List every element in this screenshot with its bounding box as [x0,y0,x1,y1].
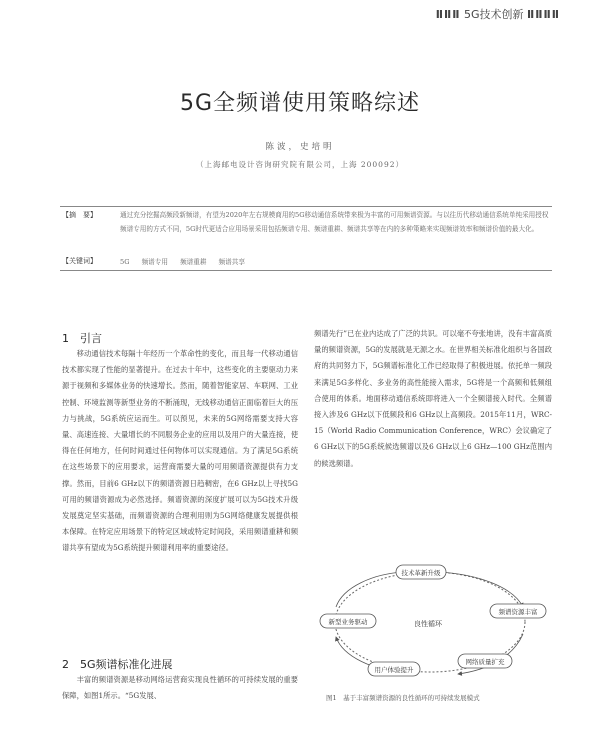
abstract-text: 通过充分挖掘高频段新频谱，有望为2020年左右规模商用的5G移动通信系统带来极为丰富的可用频谱资源。与以往历代移动通信系统单纯采用授权频谱专用的方式不同，5G时代更适合应用场景采用包括频谱专用、频谱重耕、频谱共享等在内的多种策略来实现频谱效率和频谱价值的最大化。 [120,211,549,233]
cycle-center-label: 良性循环 [414,620,442,628]
keyword-item: 频谱重耕 [180,258,207,266]
node-label: 技术革新升级 [401,569,441,577]
node-label: 网络质量扩充 [465,658,505,666]
paper-affiliation: （上海邮电设计咨询研究院有限公司，上海 200092） [195,160,404,169]
header-bars-left: ⅡⅡⅡ [435,8,461,21]
keyword-item: 5G [120,258,130,266]
keywords-list [120,256,245,266]
running-header [436,6,560,22]
keywords-label: 【关键词】 [62,257,97,265]
cycle-arrow [438,572,523,607]
figure-1-cycle-diagram [318,562,553,687]
cycle-node-new-services [320,614,376,628]
section-1-heading: 1 引言 [62,332,102,345]
figure-1-caption: 图1 基于丰富频谱资源的良性循环的可持续发展模式 [326,694,480,702]
section-1-body [62,346,298,557]
abstract-label: 【摘 要】 [62,211,97,219]
paper-title: 5G全频谱使用策略综述 [179,91,421,116]
cycle-node-spectrum-rich [490,604,546,618]
keyword-item: 频谱专用 [141,258,168,266]
cycle-node-tech-upgrade [396,565,446,579]
abstract-bottom-rule [60,270,552,271]
abstract-top-rule [60,206,552,207]
section-1-paragraph: 移动通信技术每隔十年经历一个革命性的变化，而且每一代移动通信技术都实现了性能的显著提升。在过去十年中，这些变化的主要驱动力来源于视频和多媒体业务的快速增长。然而，随着智能家居、车联网、工业控制、环境监测等新型业务的不断涌现，无线移动通信正面临着巨大的压力与挑战，5G系统应运而生。可以预见，未来的5G网络需要支持大容量、高速连接、大量增长的不同服务企业的应用以及用户的大量连接，使得在任何地方，任何时间通过任何物体可以实现通信。为了满足5G系统在这些场景下的应用要求，运营商需要大量的可用频谱资源提供有力支撑。然而，目前6 GHz以下的频谱资源日趋稠密，在6 GHz以上寻找5G可用的频谱资源成为必然选择。频谱资源的深度扩展可以为5G技术升级发展奠定坚实基础，而频谱资源的合理利用则为5G网络健康发展提供根本保障。在特定应用场景下的特定区域或特定时间段，采用频谱重耕和频谱共享有望成为5G系统提升频谱利用率的重要途径。 [62,349,298,553]
right-paragraph: 频谱先行”已在业内达成了广泛的共识。可以毫不夸张地讲，没有丰富高质量的频谱资源，5G的发展就是无源之水。在世界相关标准化组织与各国政府的共同努力下，5G频谱标准化工作已经取得了积极进展。依托单一频段来满足5G多样化、多业务的高性能接入需求，5G将是一个高频和低频组合使用的体系。地面移动通信系统即将进入一个全频谱接入时代。全频谱接入涉及6 GHz以下低频段和6 GHz以上高频段。2015年11月，WRC-15（World Radio Communication Conference，WRC）会议确定了6 GHz以下的5G系统候选频谱以及6 GHz以上6 GHz—100 GHz范围内的候选频谱。 [314,329,552,468]
node-label: 新型业务驱动 [328,618,368,626]
right-column-body [314,326,552,472]
section-2-heading: 2 5G频谱标准化进展 [62,658,173,671]
keyword-item: 频谱共享 [218,258,245,266]
header-bars-right: ⅡⅡⅡⅡ [527,8,560,21]
header-label: 5G技术创新 [463,8,524,21]
cycle-arrow [336,572,403,607]
node-label: 用户体验提升 [374,666,414,674]
cycle-node-user-experience [368,662,420,676]
paper-authors: 陈波，史培明 [265,142,335,152]
section-2-body [62,672,298,704]
cycle-node-network-quality [458,654,512,668]
section-2-paragraph: 丰富的频谱资源是移动网络运营商实现良性循环的可持续发展的重要保障，如图1所示。“5G发展、 [62,675,298,701]
node-label: 频谱资源丰富 [498,608,538,616]
